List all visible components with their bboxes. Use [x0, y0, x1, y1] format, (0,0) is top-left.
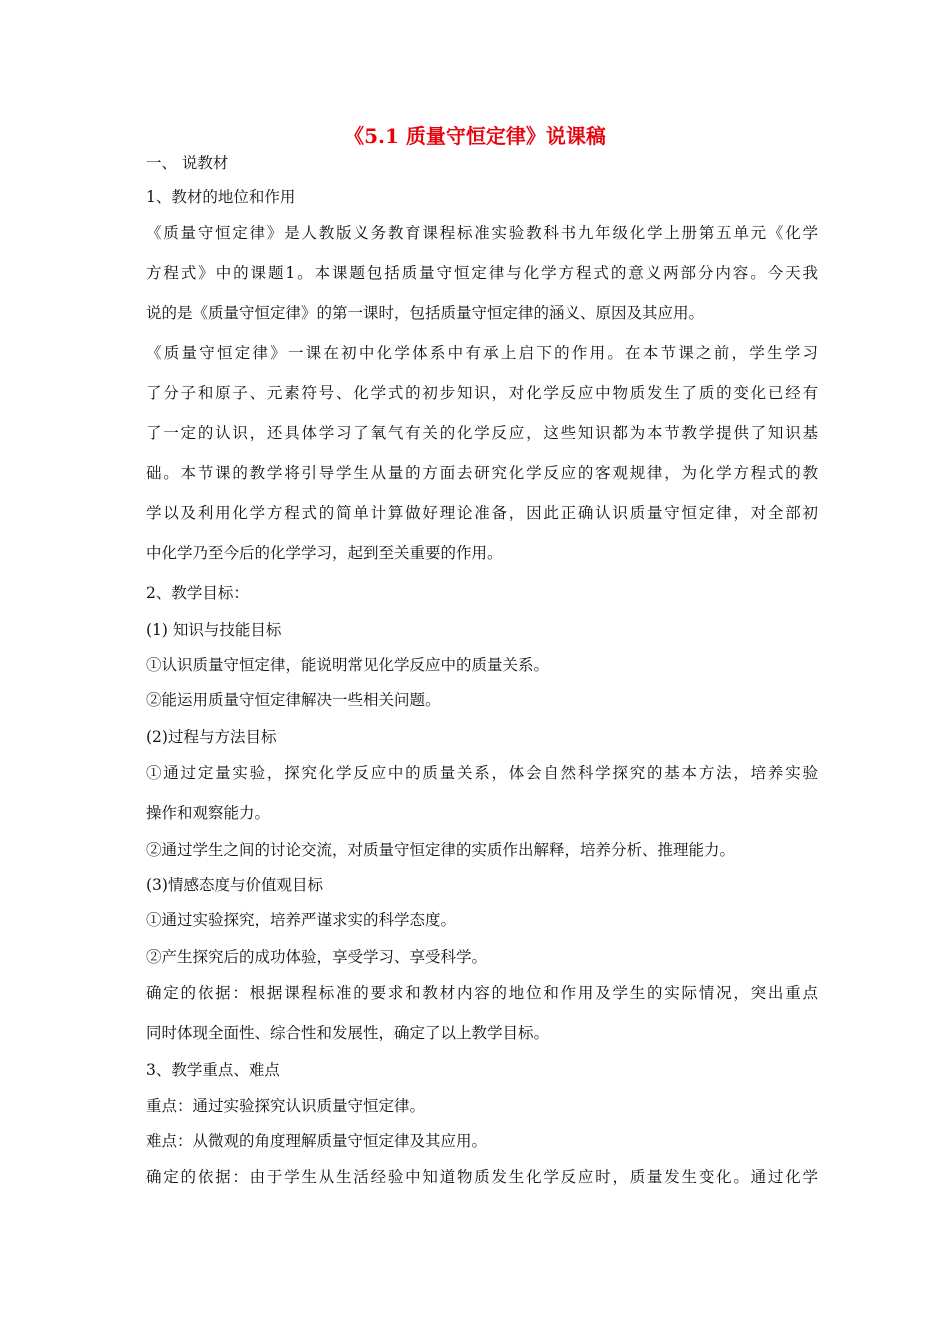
list-heading: (2)过程与方法目标: [146, 728, 277, 746]
list-heading: (3)情感态度与价值观目标: [146, 876, 323, 894]
list-item: ②产生探究后的成功体验，享受学习、享受科学。: [146, 948, 488, 966]
paragraph-line: 确定的依据：由于学生从生活经验中知道物质发生化学反应时，质量发生变化。通过化学: [146, 1168, 818, 1186]
paragraph-line: 了分子和原子、元素符号、化学式的初步知识，对化学反应中物质发生了质的变化已经有: [146, 384, 818, 402]
paragraph-line: 同时体现全面性、综合性和发展性，确定了以上教学目标。: [146, 1024, 550, 1042]
list-item: ②通过学生之间的讨论交流，对质量守恒定律的实质作出解释，培养分析、推理能力。: [146, 841, 736, 859]
paragraph-line: 方程式》中的课题1。本课题包括质量守恒定律与化学方程式的意义两部分内容。今天我: [146, 264, 818, 282]
paragraph-line: 确定的依据：根据课程标准的要求和教材内容的地位和作用及学生的实际情况，突出重点: [146, 984, 818, 1002]
paragraph-line: 重点：通过实验探究认识质量守恒定律。: [146, 1097, 426, 1115]
list-item: 操作和观察能力。: [146, 804, 271, 822]
subsection-heading: 3、教学重点、难点: [146, 1061, 280, 1079]
paragraph-line: 了一定的认识，还具体学习了氧气有关的化学反应，这些知识都为本节教学提供了知识基: [146, 424, 818, 442]
paragraph-line: 难点：从微观的角度理解质量守恒定律及其应用。: [146, 1132, 488, 1150]
subsection-heading: 2、教学目标：: [146, 584, 249, 602]
section-heading: 一、 说教材: [146, 154, 229, 172]
list-item: ①认识质量守恒定律，能说明常见化学反应中的质量关系。: [146, 656, 550, 674]
paragraph-line: 中化学乃至今后的化学学习，起到至关重要的作用。: [146, 544, 503, 562]
list-heading: (1) 知识与技能目标: [146, 621, 282, 639]
paragraph-line: 说的是《质量守恒定律》的第一课时，包括质量守恒定律的涵义、原因及其应用。: [146, 304, 705, 322]
paragraph-line: 础。本节课的教学将引导学生从量的方面去研究化学反应的客观规律，为化学方程式的教: [146, 464, 818, 482]
list-item: ①通过定量实验，探究化学反应中的质量关系，体会自然科学探究的基本方法，培养实验: [146, 764, 818, 782]
paragraph-line: 《质量守恒定律》一课在初中化学体系中有承上启下的作用。在本节课之前，学生学习: [146, 344, 818, 362]
paragraph-line: 《质量守恒定律》是人教版义务教育课程标准实验教科书九年级化学上册第五单元《化学: [146, 224, 818, 242]
list-item: ②能运用质量守恒定律解决一些相关问题。: [146, 691, 441, 709]
list-item: ①通过实验探究，培养严谨求实的科学态度。: [146, 911, 457, 929]
subsection-heading: 1、教材的地位和作用: [146, 188, 296, 206]
document-title: 《5.1 质量守恒定律》说课稿: [344, 124, 606, 148]
paragraph-line: 学以及利用化学方程式的简单计算做好理论准备，因此正确认识质量守恒定律，对全部初: [146, 504, 818, 522]
